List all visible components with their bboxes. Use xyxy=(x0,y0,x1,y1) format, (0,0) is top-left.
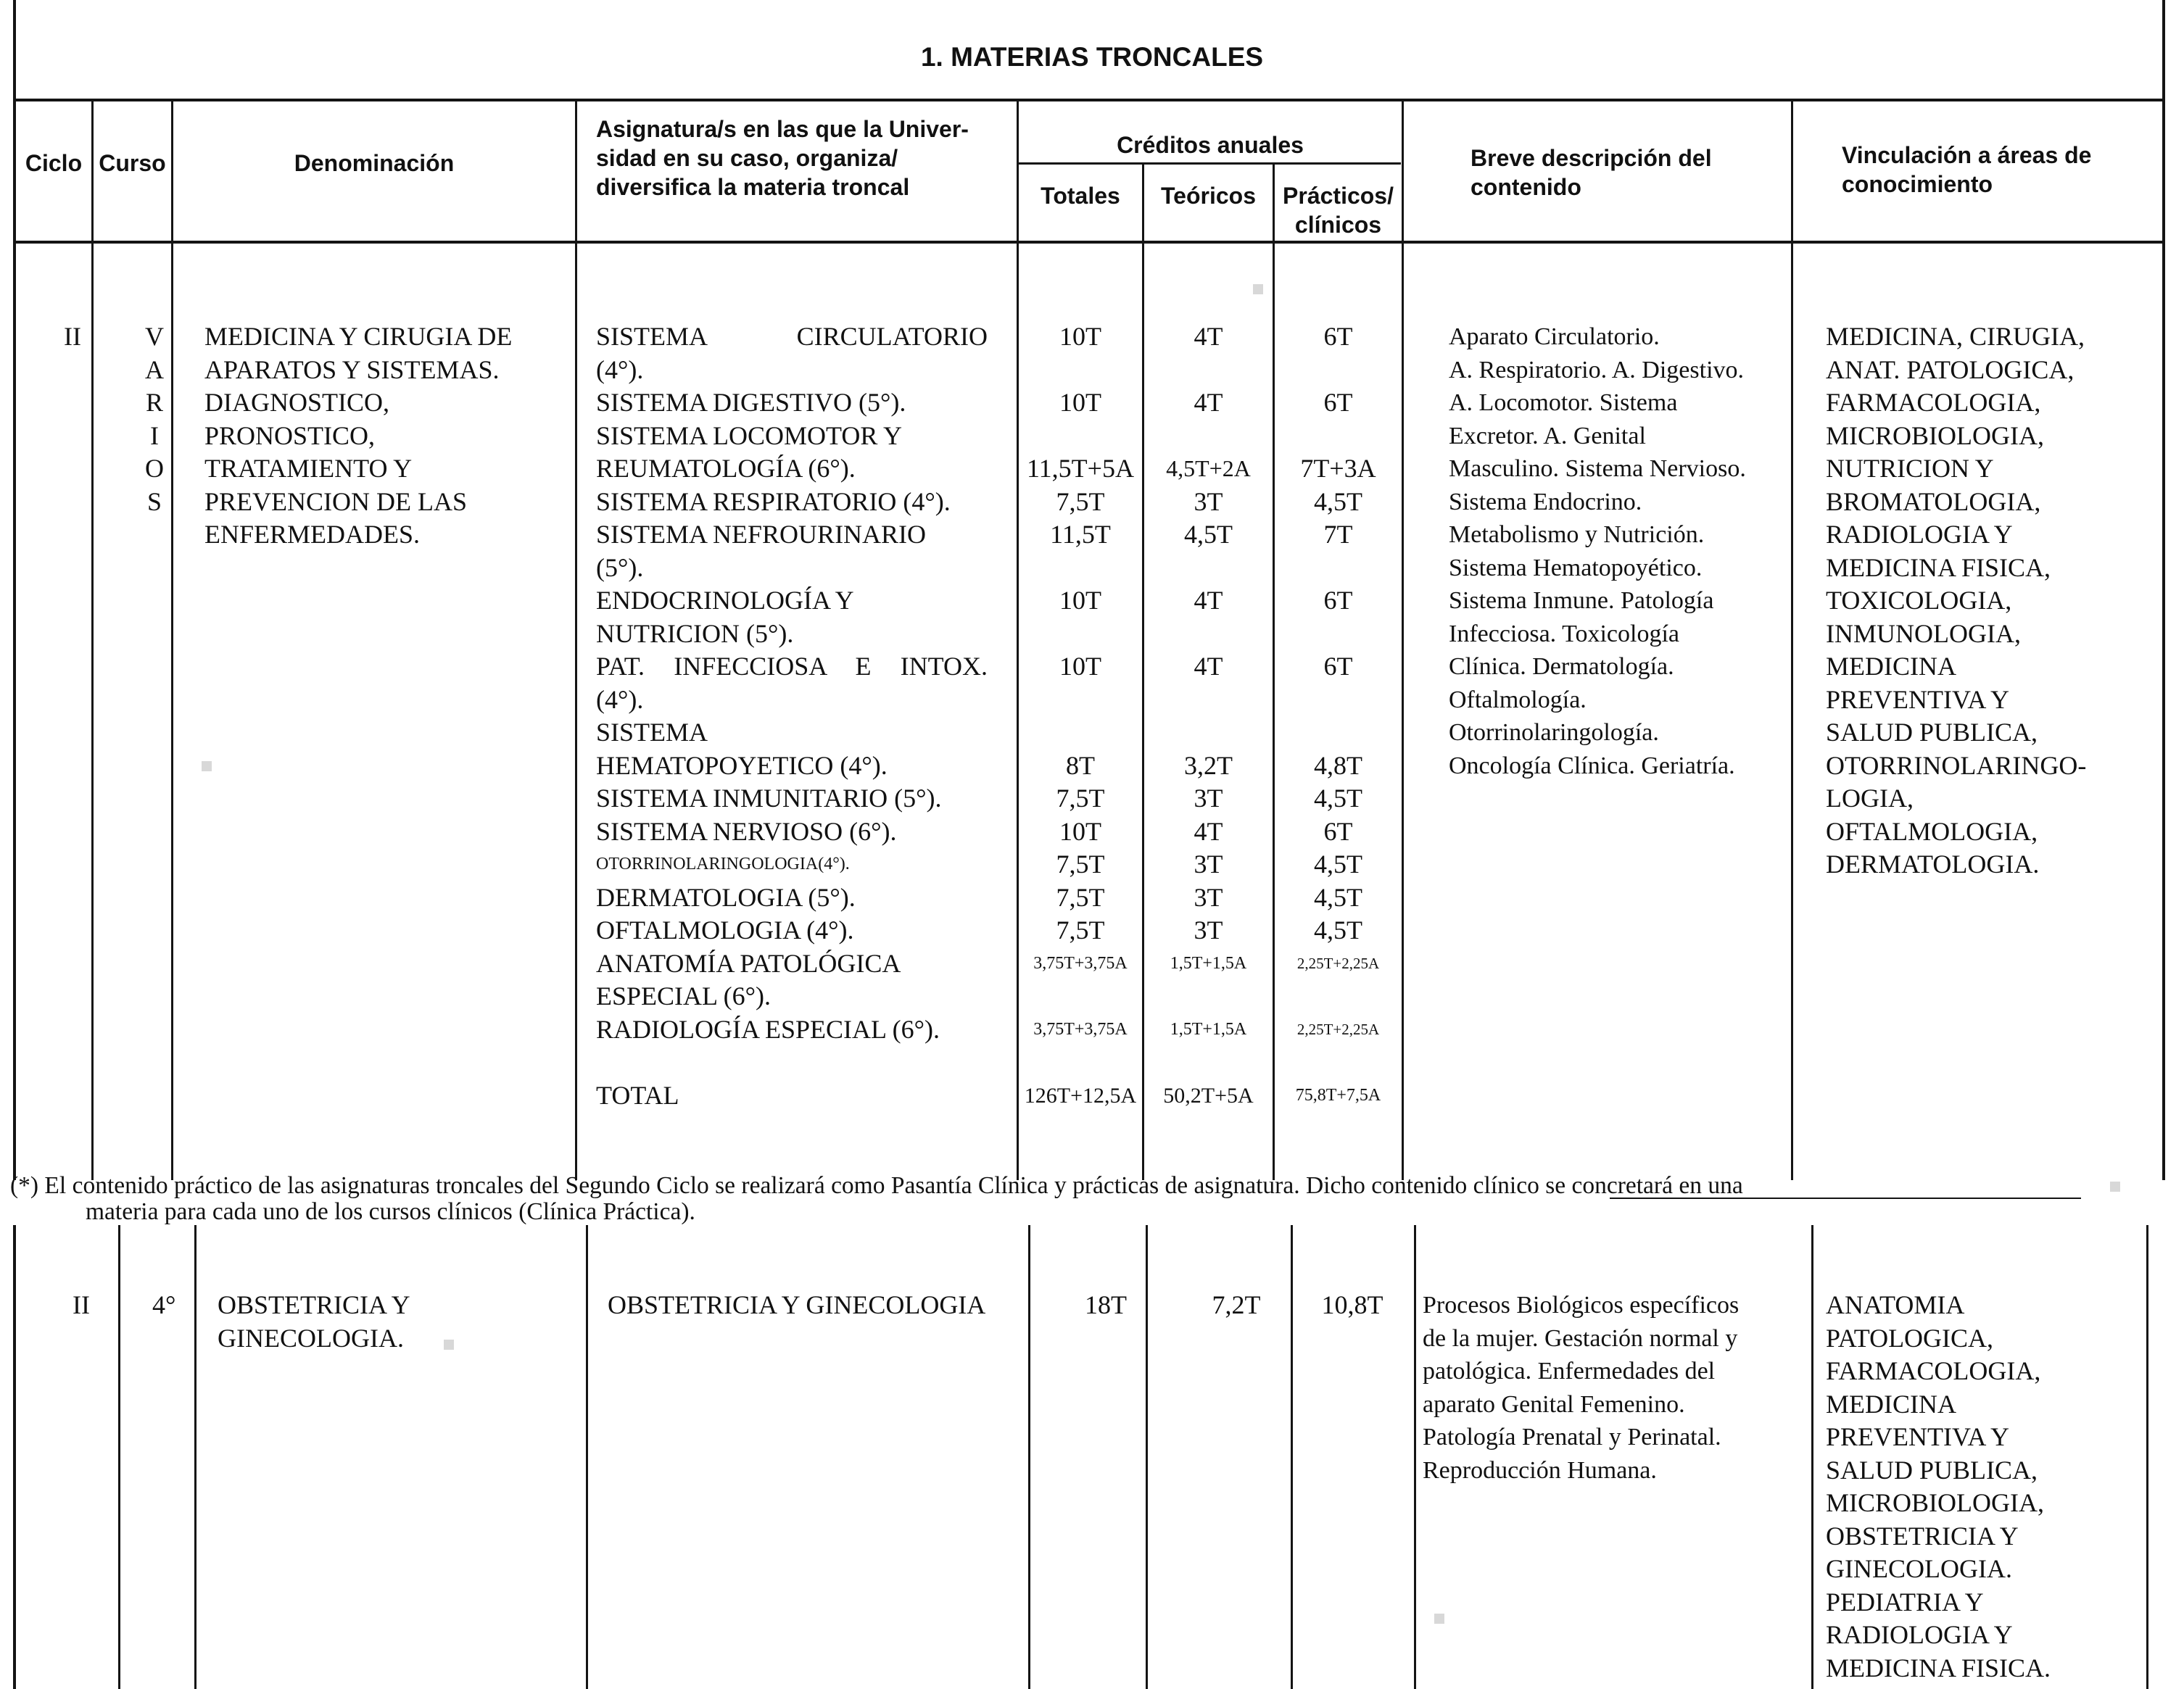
header-creditos: Créditos anuales xyxy=(1117,132,1304,158)
sep2-h xyxy=(1811,1225,1813,1689)
scan-speck xyxy=(444,1340,454,1350)
b2-curso: 4° xyxy=(152,1290,176,1319)
sep2-i xyxy=(2146,1225,2148,1689)
b1-teoricos: 4T 4T 4,5T+2A 3T 4,5T 4T 4T 3,2T 3T 4T 3T 3T 3T 1,5T+1,5A 1,5T+1,5A 50,2T+5A xyxy=(1163,322,1254,1108)
scan-speck xyxy=(1253,284,1263,294)
note-line-2: materia para cada uno de los cursos clínicos (Clínica Práctica). xyxy=(86,1198,695,1225)
b2-asignatura: OBSTETRICIA Y GINECOLOGIA xyxy=(608,1290,986,1319)
header-teoricos: Teóricos xyxy=(1161,183,1256,209)
header-denominacion: Denominación xyxy=(294,150,455,176)
b2-descripcion: Procesos Biológicos específicos de la mujer. Gestación normal y patológica. Enfermedades del aparato Genital Femenino. Patología Prenatal y Perinatal. Reproducción Humana. xyxy=(1423,1292,1740,1484)
header-vinculacion: Vinculación a áreas de conocimiento xyxy=(1842,142,2092,197)
sep2-g xyxy=(1414,1225,1416,1689)
b2-vinculacion: ANATOMIA PATOLOGICA, FARMACOLOGIA, MEDICINA PREVENTIVA Y SALUD PUBLICA, MICROBIOLOGIA, OBSTETRICIA Y GINECOLOGIA. PEDIATRIA Y RADIOLOGIA Y MEDICINA FISICA. xyxy=(1826,1290,2051,1682)
header-curso: Curso xyxy=(99,150,166,176)
b1-ciclo: II xyxy=(64,322,81,351)
b2-denominacion: OBSTETRICIA Y GINECOLOGIA. xyxy=(218,1290,410,1353)
sep-curso xyxy=(171,101,173,1180)
b1-descripcion: Aparato Circulatorio. A. Respiratorio. A. Digestivo. A. Locomotor. Sistema Excretor. A. Genital Masculino. Sistema Nervioso. Sistema Endocrino. Metabolismo y Nutrición. Sistema Hematopoyético. Sistema Inmune. Patología Infecciosa. Toxicología Clínica. Dermatología. Oftalmología. Otorrinolaringología. Oncología Clínica. Geriatría. xyxy=(1449,323,1746,779)
header-ciclo: Ciclo xyxy=(25,150,83,176)
b2-practicos: 10,8T xyxy=(1321,1290,1383,1319)
scan-speck xyxy=(202,761,212,771)
sep-denominacion xyxy=(575,101,577,1180)
b1-asignaturas: SISTEMA CIRCULATORIO (4°). SISTEMA DIGESTIVO (5°). SISTEMA LOCOMOTOR Y REUMATOLOGÍA (6°). SISTEMA RESPIRATORIO (4°). SISTEMA NEFROURINARIO (5°). ENDOCRINOLOGÍA Y NUTRICION (5°). PAT. INFECCIOSA E INTOX. (4°). SISTEMA HEMATOPOYETICO (4°). SISTEMA INMUNITARIO (5°). SISTEMA NERVIOSO (6°). OTORRINOLARINGOLOGIA(4°). DERMATOLOGIA (5°). OFTALMOLOGIA (4°). ANATOMÍA PATOLÓGICA ESPECIAL (6°). RADIOLOGÍA ESPECIAL (6°). TOTAL xyxy=(596,322,988,1110)
scan-speck xyxy=(1434,1614,1444,1624)
frame-right xyxy=(2162,0,2165,1180)
header-totales: Totales xyxy=(1041,183,1120,209)
header-descripcion: Breve descripción del contenido xyxy=(1471,145,1712,200)
sep-practicos xyxy=(1402,101,1404,1180)
b1-curso: V A R I O S xyxy=(145,322,164,516)
sep-ciclo xyxy=(91,101,94,1180)
sep-descripcion xyxy=(1791,101,1793,1180)
header-asignatura: Asignatura/s en las que la Univer- sidad en su caso, organiza/ diversifica la materia troncal xyxy=(596,116,969,200)
sep2-a xyxy=(118,1225,120,1689)
b1-denominacion: MEDICINA Y CIRUGIA DE APARATOS Y SISTEMAS. DIAGNOSTICO, PRONOSTICO, TRATAMIENTO Y PREVENCION DE LAS ENFERMEDADES. xyxy=(204,322,513,549)
header-practicos: Prácticos/ clínicos xyxy=(1283,183,1394,238)
sep2-b xyxy=(194,1225,197,1689)
title-bottom-rule xyxy=(13,99,2165,101)
b1-practicos: 6T 6T 7T+3A 4,5T 7T 6T 6T 4,8T 4,5T 6T 4,5T 4,5T 4,5T 2,25T+2,25A 2,25T+2,25A 75,8T+7,5A xyxy=(1295,322,1381,1105)
page-title: 1. MATERIAS TRONCALES xyxy=(920,42,1264,72)
scan-speck xyxy=(2110,1182,2120,1192)
sep2-ciclo xyxy=(13,1225,16,1689)
b1-vinculacion: MEDICINA, CIRUGIA, ANAT. PATOLOGICA, FARMACOLOGIA, MICROBIOLOGIA, NUTRICION Y BROMATOLOGIA, RADIOLOGIA Y MEDICINA FISICA, TOXICOLOGIA, INMUNOLOGIA, MEDICINA PREVENTIVA Y SALUD PUBLICA, OTORRINOLARINGO- LOGIA, OFTALMOLOGIA, DERMATOLOGIA. xyxy=(1826,322,2087,879)
header-bottom-rule xyxy=(13,241,2165,244)
sep2-c xyxy=(586,1225,588,1689)
b2-ciclo: II xyxy=(73,1290,90,1319)
b1-totales: 10T 10T 11,5T+5A 7,5T 11,5T 10T 10T 8T 7,5T 10T 7,5T 7,5T 7,5T 3,75T+3,75A 3,75T+3,75A 126T+12,5A xyxy=(1024,322,1137,1108)
b2-totales: 18T xyxy=(1085,1290,1127,1319)
sep2-d xyxy=(1028,1225,1030,1689)
note-line-1: (*) El contenido práctico de las asignaturas troncales del Segundo Ciclo se realizará como Pasantía Clínica y prácticas de asignatura. Dicho contenido clínico se concretará en una xyxy=(10,1172,1743,1199)
b2-teoricos: 7,2T xyxy=(1212,1290,1261,1319)
creditos-rule xyxy=(1017,162,1401,165)
